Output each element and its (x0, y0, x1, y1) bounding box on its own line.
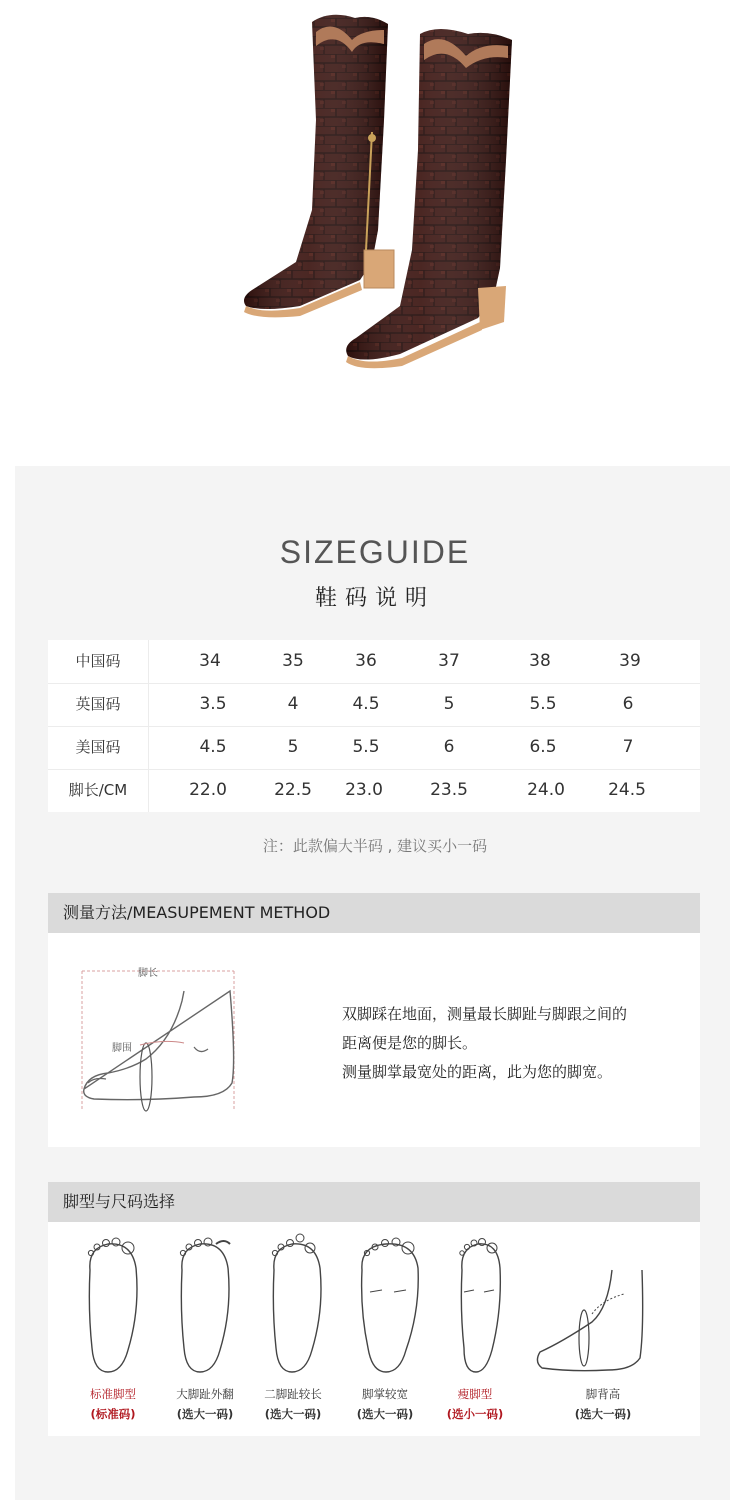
size-row-cn (48, 640, 700, 684)
instruction-line: 距离便是您的脚长。 (342, 1034, 478, 1052)
size-cell: 6.5 (529, 737, 557, 757)
foot-type-name: 大脚趾外翻 (176, 1387, 234, 1401)
size-cell: 23.5 (430, 780, 468, 800)
size-cell: 6 (443, 737, 455, 757)
size-cell: 7 (622, 737, 634, 757)
foot-type-name: 二脚趾较长 (264, 1387, 322, 1401)
measurement-body (48, 933, 700, 1147)
size-cell: 38 (529, 651, 551, 671)
size-cell: 6 (622, 694, 634, 714)
size-cell: 5 (443, 694, 455, 714)
size-cell: 37 (438, 651, 460, 671)
foot-measure-diagram (74, 961, 274, 1121)
foot-type-advice: (选大一码) (264, 1407, 322, 1421)
row-label: 英国码 (48, 683, 149, 726)
foot-type-label (420, 1386, 530, 1422)
size-cell: 24.5 (608, 780, 646, 800)
measurement-instructions (342, 1000, 687, 1087)
measurement-header: 测量方法/MEASUPEMENT METHOD (48, 893, 700, 933)
bunion-foot-icon (180, 1238, 230, 1372)
row-label: 脚长/CM (48, 769, 149, 812)
foot-type-advice: (选大一码) (356, 1407, 414, 1421)
foot-types-body (48, 1222, 700, 1436)
foot-type-name: 脚背高 (585, 1387, 621, 1401)
row-label: 中国码 (48, 640, 149, 683)
size-guide-subtitle: 鞋码说明 (314, 586, 435, 611)
size-cell: 5.5 (352, 737, 380, 757)
foot-type-name: 瘦脚型 (457, 1387, 493, 1401)
foot-type-name: 标准脚型 (90, 1387, 136, 1401)
standard-foot-icon (88, 1238, 137, 1372)
size-cell: 22.5 (274, 780, 312, 800)
size-row-foot-length (48, 769, 700, 812)
foot-types-header: 脚型与尺码选择 (48, 1182, 700, 1222)
length-label: 脚长 (138, 968, 158, 979)
size-table (48, 640, 700, 812)
foot-type-advice: (选小一码) (446, 1407, 504, 1421)
size-note: 注：此款偏大半码 , 建议买小一码 (262, 837, 488, 855)
girth-label: 脚围 (112, 1043, 132, 1054)
foot-type-name: 脚掌较宽 (362, 1387, 408, 1401)
instruction-line: 双脚踩在地面，测量最长脚趾与脚跟之间的 (342, 1005, 628, 1023)
size-row-us (48, 726, 700, 770)
long-second-toe-icon (272, 1234, 321, 1372)
product-hero (0, 0, 750, 462)
foot-type-label (548, 1386, 658, 1422)
row-label: 美国码 (48, 726, 149, 769)
size-cell: 36 (355, 651, 377, 671)
instruction-line: 测量脚掌最宽处的距离，此为您的脚宽。 (342, 1063, 613, 1081)
size-cell: 5 (287, 737, 299, 757)
size-cell: 22.0 (189, 780, 227, 800)
size-cell: 35 (282, 651, 304, 671)
left-boot (244, 15, 394, 318)
size-cell: 4 (287, 694, 299, 714)
foot-type-advice: (标准码) (90, 1407, 136, 1421)
high-instep-icon (537, 1270, 642, 1371)
size-cell: 5.5 (529, 694, 557, 714)
narrow-foot-icon (460, 1239, 501, 1373)
size-cell: 4.5 (352, 694, 380, 714)
knee-high-boots-image (0, 0, 750, 462)
size-cell: 3.5 (199, 694, 227, 714)
size-row-uk (48, 683, 700, 727)
wide-foot-icon (362, 1238, 419, 1372)
size-cell: 23.0 (345, 780, 383, 800)
size-cell: 4.5 (199, 737, 227, 757)
foot-type-advice: (选大一码) (574, 1407, 632, 1421)
foot-type-advice: (选大一码) (176, 1407, 234, 1421)
size-cell: 34 (199, 651, 221, 671)
size-cell: 39 (619, 651, 641, 671)
size-cell: 24.0 (527, 780, 565, 800)
foot-types-icons (48, 1230, 700, 1390)
size-guide-title: SIZEGUIDE (279, 534, 471, 570)
